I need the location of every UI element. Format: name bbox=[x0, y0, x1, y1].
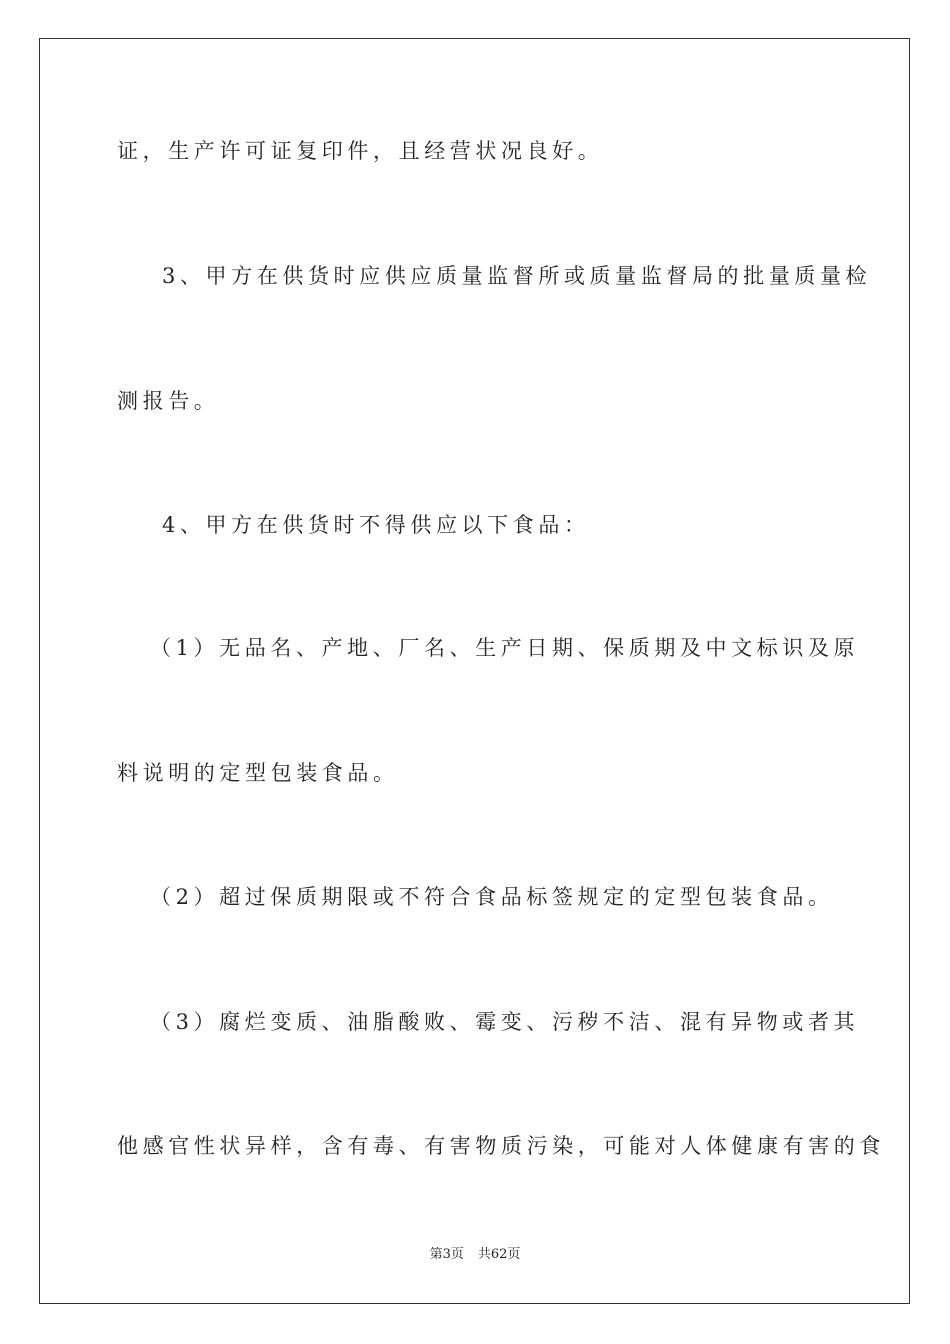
text-line: （1）无品名、产地、厂名、生产日期、保质期及中文标识及原 bbox=[150, 636, 860, 660]
page-total: 共62页 bbox=[477, 1247, 521, 1262]
text-line: （3）腐烂变质、油脂酸败、霉变、污秽不洁、混有异物或者其 bbox=[150, 1010, 860, 1034]
text-line: 测报告。 bbox=[117, 389, 220, 413]
page-number: 第3页 bbox=[429, 1247, 464, 1262]
page-footer bbox=[0, 1246, 950, 1264]
text-line: （2）超过保质期限或不符合食品标签规定的定型包装食品。 bbox=[150, 885, 834, 909]
text-line: 他感官性状异样，含有毒、有害物质污染，可能对人体健康有害的食 bbox=[117, 1134, 885, 1158]
page-border bbox=[39, 38, 910, 1304]
text-line: 3、甲方在供货时应供应质量监督所或质量监督局的批量质量检 bbox=[162, 264, 872, 288]
text-line: 料说明的定型包装食品。 bbox=[117, 761, 399, 785]
text-line: 4、甲方在供货时不得供应以下食品： bbox=[162, 513, 590, 537]
text-line: 证，生产许可证复印件，且经营状况良好。 bbox=[117, 139, 604, 163]
